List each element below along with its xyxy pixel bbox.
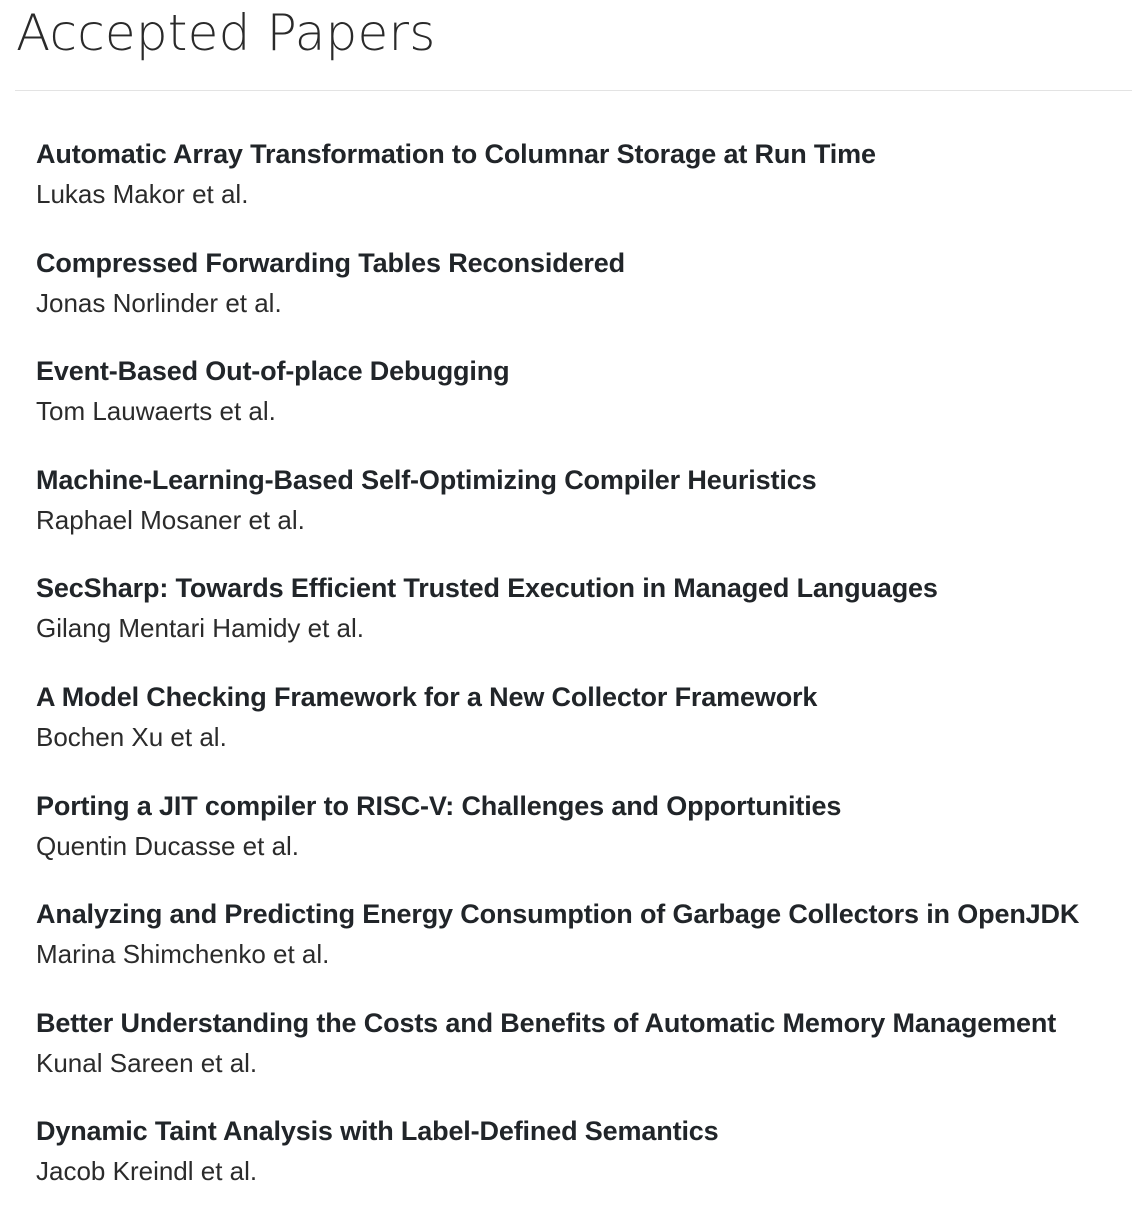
paper-title[interactable]: A Model Checking Framework for a New Collector Framework bbox=[36, 681, 818, 712]
paper-authors: Quentin Ducasse et al. bbox=[36, 830, 300, 861]
paper-authors: Jonas Norlinder et al. bbox=[36, 287, 282, 318]
paper-item bbox=[36, 456, 1126, 565]
paper-title[interactable]: Event-Based Out-of-place Debugging bbox=[36, 356, 510, 387]
paper-title[interactable]: Better Understanding the Costs and Benefits of Automatic Memory Management bbox=[36, 1007, 1057, 1038]
paper-authors: Raphael Mosaner et al. bbox=[36, 504, 305, 535]
paper-title[interactable]: SecSharp: Towards Efficient Trusted Execution in Managed Languages bbox=[36, 573, 938, 604]
paper-list bbox=[36, 130, 1126, 1216]
paper-item bbox=[36, 130, 1126, 239]
paper-authors: Bochen Xu et al. bbox=[36, 721, 227, 752]
paper-authors: Jacob Kreindl et al. bbox=[36, 1156, 258, 1187]
paper-item bbox=[36, 239, 1126, 348]
paper-title[interactable]: Porting a JIT compiler to RISC-V: Challenges and Opportunities bbox=[36, 790, 842, 821]
paper-item bbox=[36, 347, 1126, 456]
paper-authors: Lukas Makor et al. bbox=[36, 179, 249, 209]
paper-authors: Marina Shimchenko et al. bbox=[36, 939, 330, 970]
paper-title[interactable]: Machine-Learning-Based Self-Optimizing Compiler Heuristics bbox=[36, 464, 817, 495]
paper-authors: Kunal Sareen et al. bbox=[36, 1047, 258, 1078]
paper-authors: Tom Lauwaerts et al. bbox=[36, 396, 276, 427]
paper-title[interactable]: Automatic Array Transformation to Columnar Storage at Run Time bbox=[36, 139, 876, 169]
paper-item bbox=[36, 999, 1126, 1108]
paper-authors: Gilang Mentari Hamidy et al. bbox=[36, 613, 365, 644]
page-title: Accepted Papers bbox=[16, 4, 436, 62]
paper-item bbox=[36, 782, 1126, 891]
paper-title[interactable]: Dynamic Taint Analysis with Label-Defined Semantics bbox=[36, 1116, 719, 1147]
title-divider bbox=[15, 90, 1132, 91]
paper-item bbox=[36, 564, 1126, 673]
paper-title[interactable]: Compressed Forwarding Tables Reconsidered bbox=[36, 247, 625, 278]
paper-item bbox=[36, 673, 1126, 782]
paper-title[interactable]: Analyzing and Predicting Energy Consumption of Garbage Collectors in OpenJDK bbox=[36, 899, 1080, 930]
paper-item bbox=[36, 890, 1126, 999]
